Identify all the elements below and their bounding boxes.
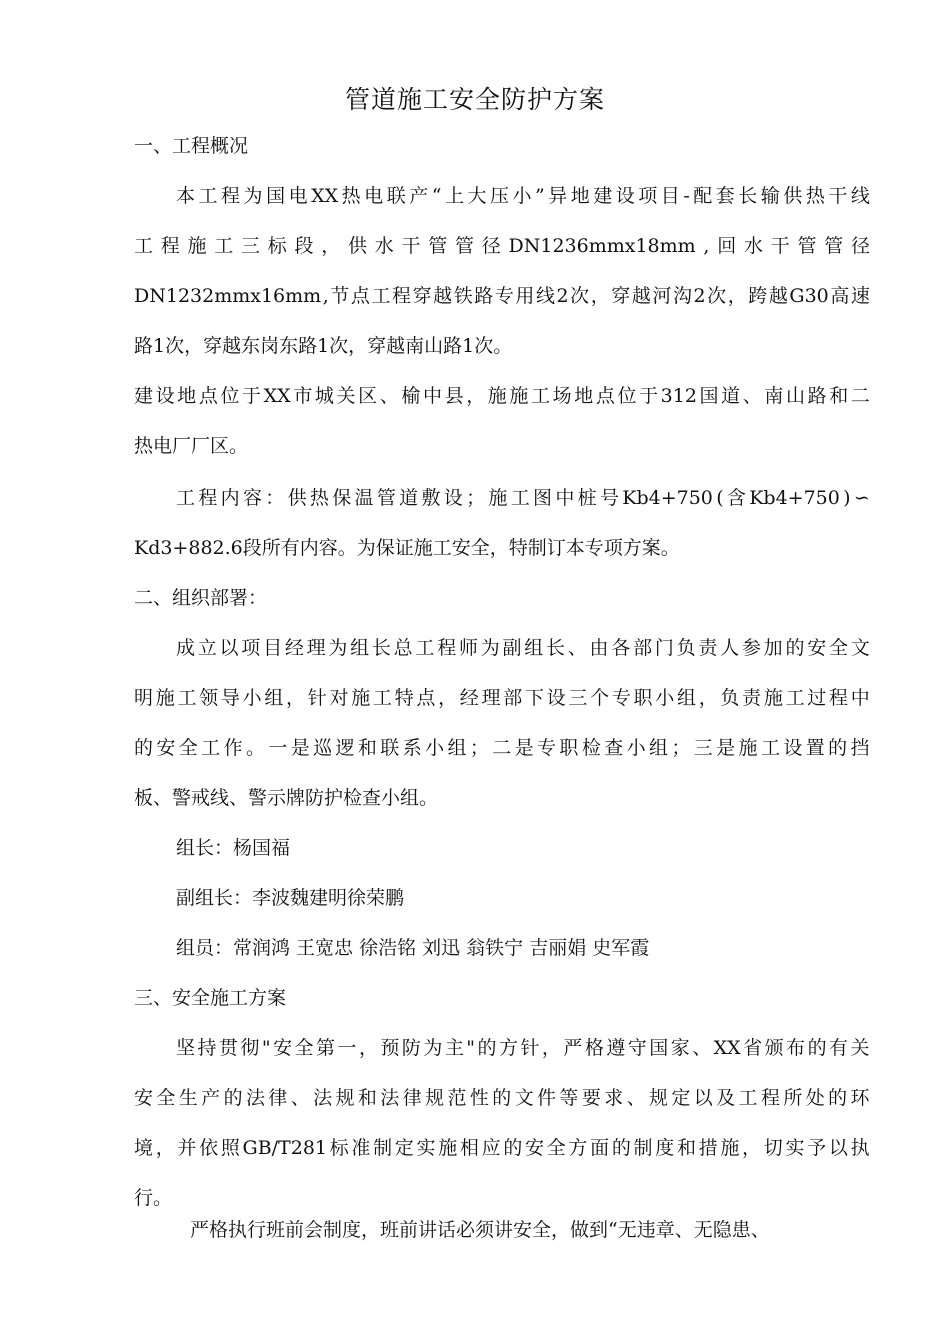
paragraph-line: 明 施 工 领 导 小 组 ， 针 对 施 工 特 点 ， 经 理 部 下 设 三 个 专 职 小 组 ， 负 责 施 工 过 程 中 bbox=[134, 687, 870, 709]
paragraph-line: 板、警戒线、警示牌防护检查小组。 bbox=[134, 787, 439, 809]
paragraph-line: 工 程 内 容 ： 供 热 保 温 管 道 敷 设 ； 施 工 图 中 桩 号 Kb4+750 ( 含 Kb4+750 ) ∽ bbox=[176, 487, 870, 509]
paragraph-line: 热电厂厂区。 bbox=[134, 435, 249, 457]
section-heading-3: 三、安全施工方案 bbox=[134, 987, 287, 1009]
paragraph-line: 本 工 程 为 国 电 XX 热 电 联 产 “ 上 大 压 小 ” 异 地 建 设 项 目 - 配 套 长 输 供 热 干 线 bbox=[176, 185, 870, 207]
paragraph-line: 成 立 以 项 目 经 理 为 组 长 总 工 程 师 为 副 组 长 、 由 各 部 门 负 责 人 参 加 的 安 全 文 bbox=[176, 637, 870, 659]
section-heading-2: 二、组织部署： bbox=[134, 587, 268, 609]
paragraph-line: 坚 持 贯 彻 " 安 全 第 一 ， 预 防 为 主 " 的 方 针 ， 严 格 遵 守 国 家 、 XX 省 颁 布 的 有 关 bbox=[176, 1037, 870, 1059]
document-title: 管道施工安全防护方案 bbox=[344, 85, 605, 114]
paragraph-line: 安 全 生 产 的 法 律 、 法 规 和 法 律 规 范 性 的 文 件 等 要 求 、 规 定 以 及 工 程 所 处 的 环 bbox=[134, 1087, 870, 1109]
paragraph-line: 建 设 地 点 位 于 XX 市 城 关 区 、 榆 中 县 ， 施 施 工 场 地 点 位 于 312 国 道 、 南 山 路 和 二 bbox=[134, 385, 870, 407]
paragraph-line: 境 ， 并 依 照 GB/T281 标 准 制 定 实 施 相 应 的 安 全 方 面 的 制 度 和 措 施 ， 切 实 予 以 执 bbox=[134, 1137, 870, 1159]
paragraph-line: 路1次，穿越东岗东路1次，穿越南山路1次。 bbox=[134, 335, 513, 357]
paragraph-line: Kd3+882.6段所有内容。为保证施工安全，特制订本专项方案。 bbox=[134, 537, 680, 559]
team-deputy: 副组长：李波魏建明徐荣鹏 bbox=[176, 887, 405, 909]
paragraph-line: 工 程 施 工 三 标 段 ， 供 水 干 管 管 径 DN1236mmx18mm , 回 水 干 管 管 径 bbox=[134, 235, 870, 257]
paragraph-line: 的 安 全 工 作 。 一 是 巡 逻 和 联 系 小 组 ； 二 是 专 职 检 查 小 组 ； 三 是 施 工 设 置 的 挡 bbox=[134, 737, 870, 759]
team-leader: 组长：杨国福 bbox=[176, 837, 291, 859]
paragraph-line: DN1232mmx16mm , 节 点 工 程 穿 越 铁 路 专 用 线 2 次 ， 穿 越 河 沟 2 次 ， 跨 越 G30 高 速 bbox=[134, 285, 870, 307]
team-members: 组员：常润鸿 王宽忠 徐浩铭 刘迅 翁铁宁 吉丽娟 史军霞 bbox=[176, 937, 650, 959]
paragraph-line: 严格执行班前会制度，班前讲话必须讲安全，做到“无违章、无隐患、 bbox=[190, 1219, 770, 1241]
section-heading-1: 一、工程概况 bbox=[134, 135, 249, 157]
paragraph-line: 行。 bbox=[134, 1187, 173, 1209]
